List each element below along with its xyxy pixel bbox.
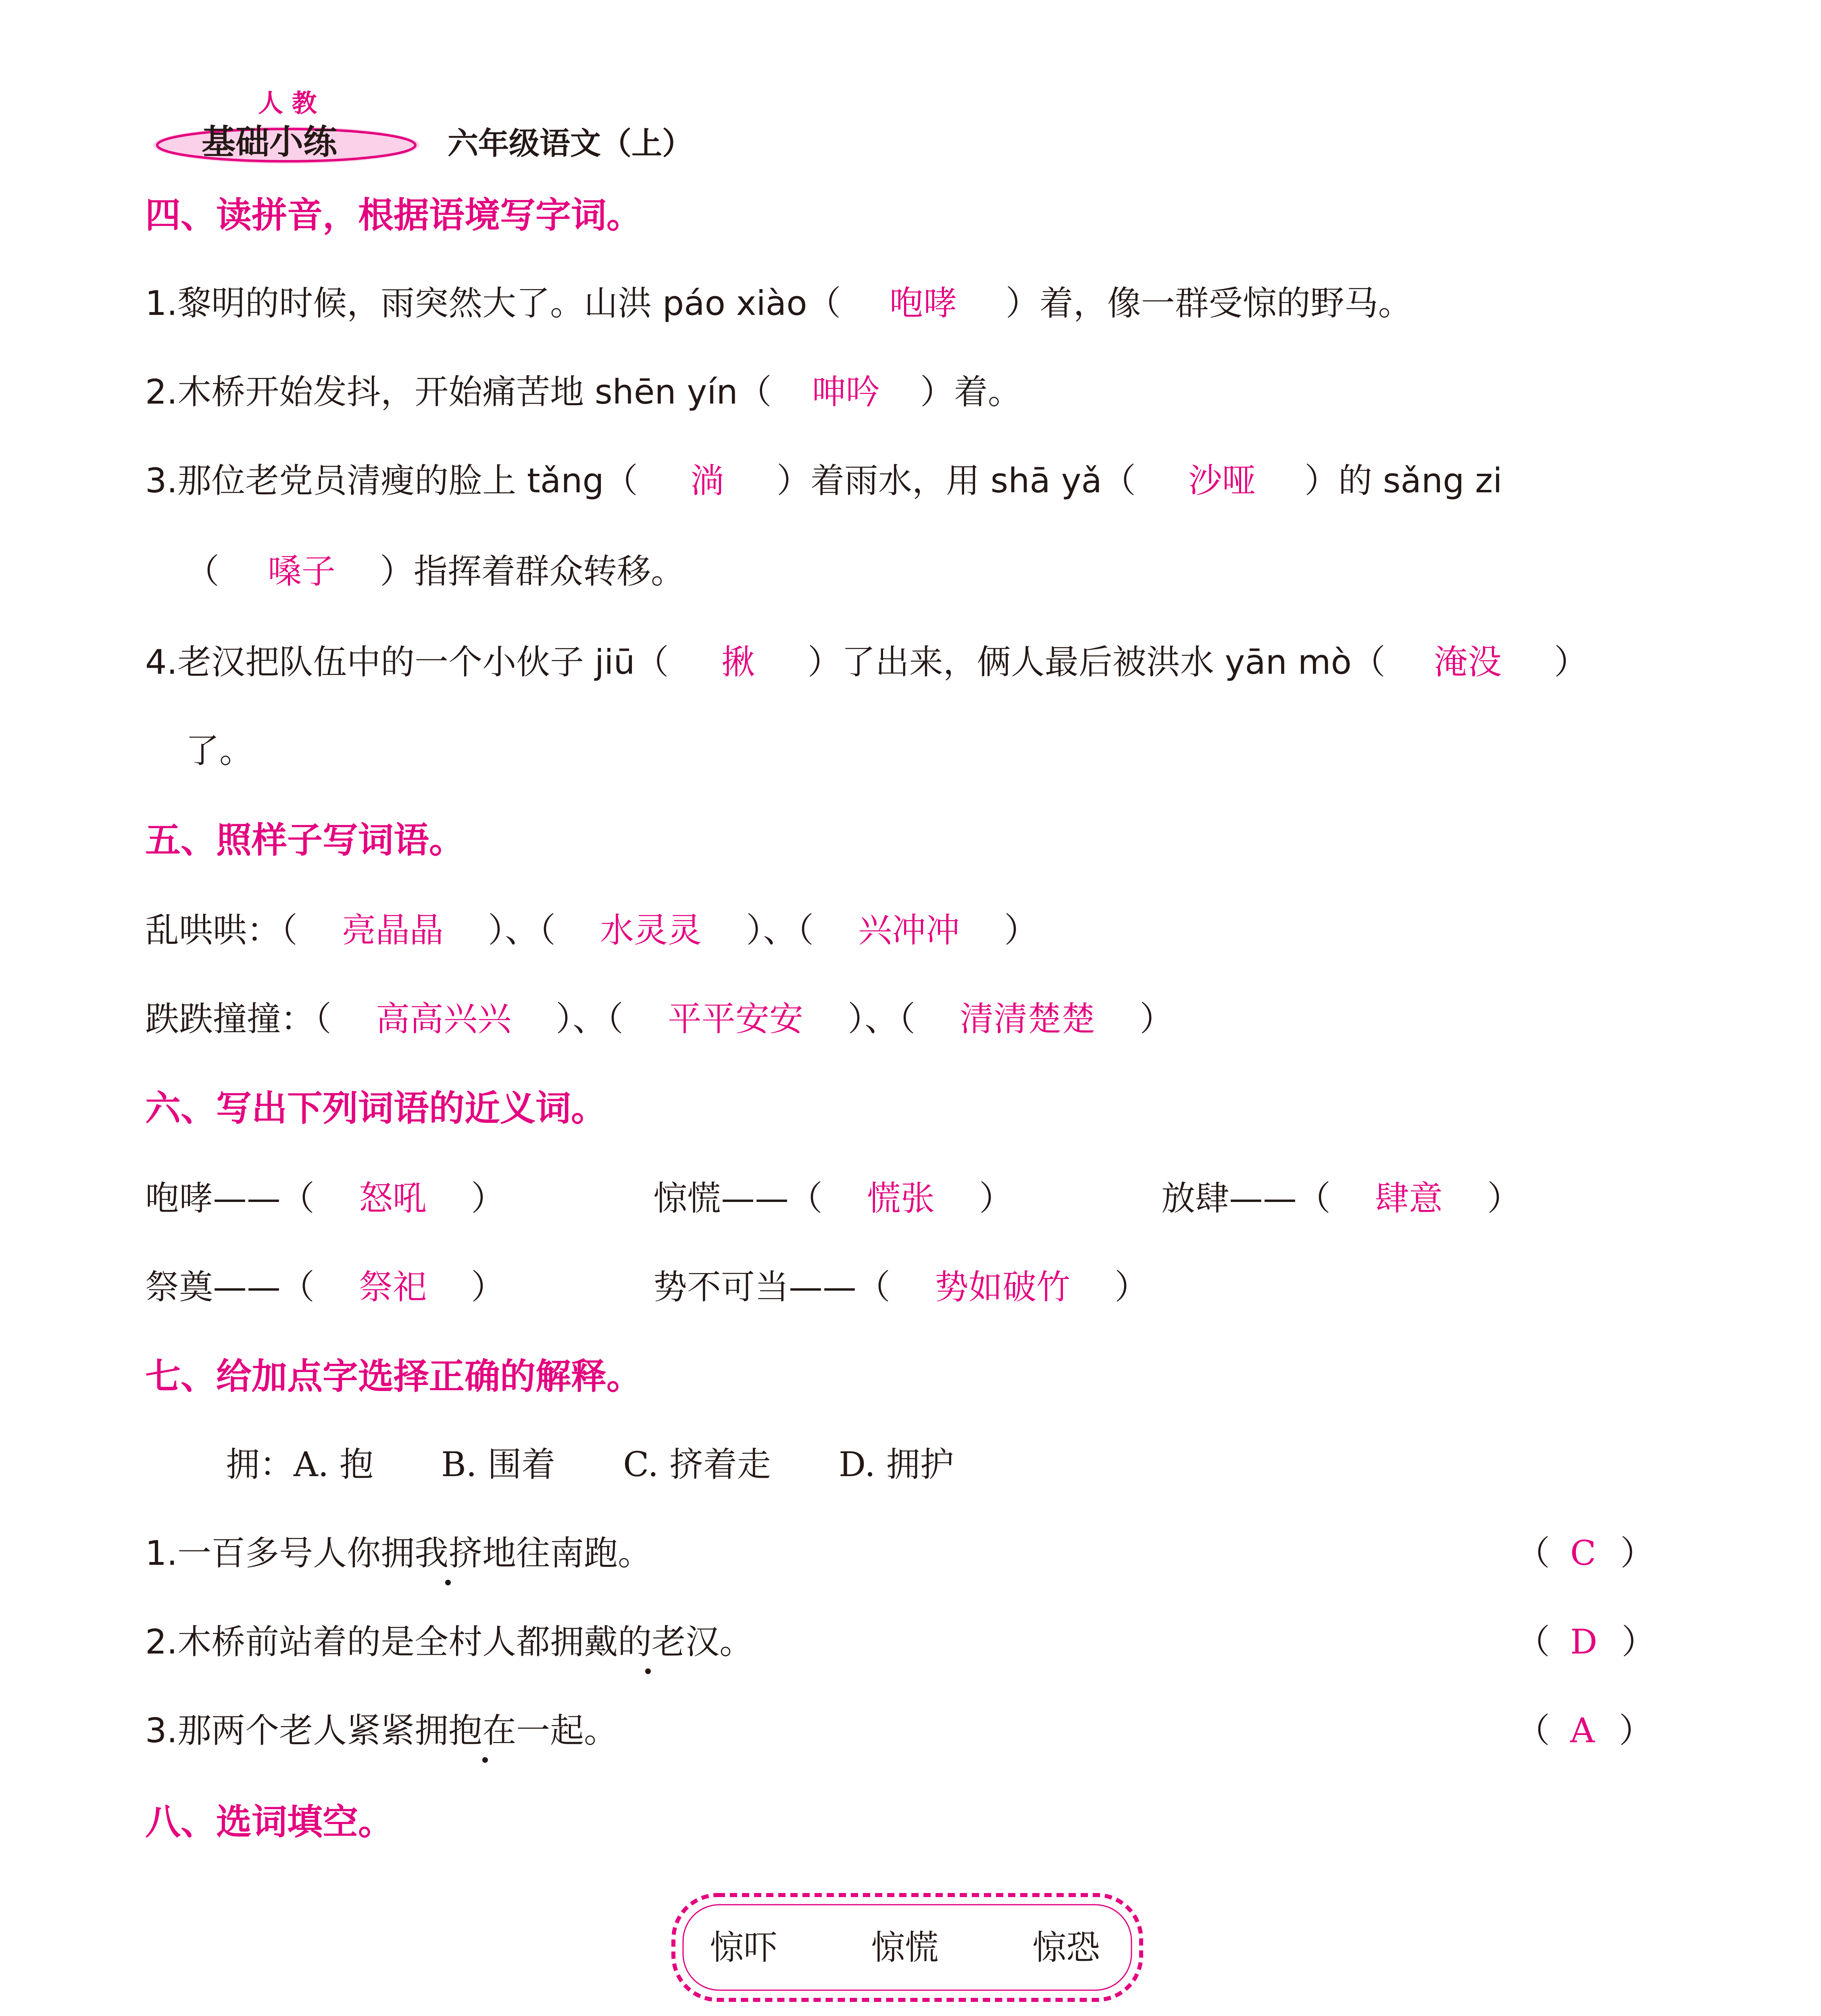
series-title: 基础小练 (202, 122, 338, 162)
emphasis-dot (645, 1668, 651, 1674)
answer: 慌张 (867, 1179, 935, 1218)
word: 惊慌——（ (653, 1179, 823, 1218)
s6-item-1 (145, 1179, 505, 1218)
question-text: ）指挥着群众转移。 (380, 552, 685, 591)
open-paren: （ (1516, 1533, 1550, 1573)
s7-answer-2 (1516, 1622, 1656, 1662)
answer: 揪 (721, 642, 755, 682)
s4-q1 (145, 283, 1412, 323)
s7-item-1 (145, 1533, 652, 1573)
example-word: 跌跌撞撞：（ (145, 999, 332, 1039)
section6-title: 六、写出下列词语的近义词。 (145, 1087, 607, 1129)
separator: ）、（ (746, 910, 814, 950)
answer: 亮晶晶 (342, 910, 444, 950)
example-word: 乱哄哄：（ (145, 910, 298, 950)
s4-q3-line1 (145, 461, 1502, 500)
separator: ）、（ (488, 910, 556, 950)
close-paren: ） (1487, 1179, 1521, 1218)
section5-title: 五、照样子写词语。 (145, 819, 465, 861)
question-text: 老汉把队伍中的一个小伙子 jiū（ (177, 642, 669, 682)
answer: 淌 (690, 461, 724, 500)
close-paren: ） (1620, 1533, 1654, 1573)
answer: 咆哮 (889, 283, 957, 323)
answer: 高高兴兴 (376, 999, 512, 1039)
s4-q4-line2: 了。 (185, 731, 254, 771)
answer: 水灵灵 (600, 910, 702, 950)
answer: 势如破竹 (935, 1267, 1071, 1307)
answer: C (1570, 1533, 1596, 1573)
s7-item-2 (145, 1622, 754, 1662)
s5-row1 (145, 910, 1038, 950)
open-paren: （ (1516, 1622, 1550, 1662)
word: 势不可当——（ (653, 1267, 891, 1307)
answer: 清清楚楚 (960, 999, 1096, 1039)
s7-answer-1 (1516, 1533, 1654, 1573)
s5-row2 (145, 999, 1174, 1039)
question-number: 2. (145, 1622, 178, 1662)
question-text: （ (185, 552, 220, 591)
word-option-3: 惊恐 (1032, 1928, 1100, 1967)
s6-item-4 (145, 1267, 505, 1307)
question-text: 木桥开始发抖，开始痛苦地 shēn yín（ (177, 372, 772, 412)
emphasis-dot (445, 1580, 451, 1585)
s7-answer-3 (1516, 1711, 1653, 1750)
question-text: 那两个老人紧紧拥抱在一起。 (177, 1711, 618, 1750)
question-number: 3. (145, 1711, 178, 1750)
word: 咆哮——（ (145, 1179, 315, 1218)
answer: 平平安安 (668, 999, 804, 1039)
open-paren: （ (1516, 1711, 1550, 1750)
separator: ）、（ (556, 999, 624, 1039)
close-paren: ） (1621, 1622, 1656, 1662)
close-paren: ） (1140, 999, 1174, 1039)
answer: 淹没 (1433, 642, 1502, 682)
s4-q4-line1 (145, 642, 1588, 682)
question-number: 3. (145, 461, 178, 500)
s4-q3-line2 (185, 552, 685, 591)
question-text: ） (1554, 642, 1588, 682)
question-text: ）了出来，俩人最后被洪水 yān mò（ (807, 642, 1386, 682)
s4-q2 (145, 372, 1022, 412)
options-line: 拥：A. 抱 B. 围着 C. 挤着走 D. 拥护 (226, 1445, 954, 1484)
s6-item-3 (1161, 1179, 1521, 1218)
section7-title: 七、给加点字选择正确的解释。 (145, 1356, 642, 1397)
answer: D (1570, 1622, 1598, 1662)
word-box (665, 1887, 1149, 2008)
close-paren: ） (471, 1267, 505, 1307)
word: 祭奠——（ (145, 1267, 315, 1307)
emphasis-dot (482, 1757, 488, 1763)
question-text: 木桥前站着的是全村人都拥戴的老汉。 (177, 1622, 754, 1662)
answer: 沙哑 (1188, 461, 1256, 500)
question-number: 1. (145, 283, 178, 323)
close-paren: ） (471, 1179, 505, 1218)
answer: 怒吼 (359, 1179, 427, 1218)
close-paren: ） (1004, 910, 1038, 950)
close-paren: ） (1619, 1711, 1653, 1750)
section8-title: 八、选词填空。 (145, 1801, 394, 1843)
answer: A (1570, 1711, 1595, 1750)
question-number: 4. (145, 642, 178, 682)
question-number: 2. (145, 372, 178, 412)
question-number: 1. (145, 1533, 178, 1573)
answer: 肆意 (1375, 1179, 1443, 1218)
question-text: ）的 sǎng zi (1304, 461, 1502, 500)
answer: 呻吟 (812, 372, 880, 412)
word: 放肆——（ (1161, 1179, 1331, 1218)
answer: 兴冲冲 (858, 910, 960, 950)
question-text: ）着雨水，用 shā yǎ（ (776, 461, 1136, 500)
close-paren: ） (979, 1179, 1013, 1218)
word-option-1: 惊吓 (710, 1928, 778, 1967)
section4-title: 四、读拼音，根据语境写字词。 (145, 194, 642, 236)
question-text: 那位老党员清瘦的脸上 tǎng（ (177, 461, 638, 500)
s6-item-5 (653, 1267, 1149, 1307)
separator: ）、（ (848, 999, 916, 1039)
s7-item-3 (145, 1711, 618, 1750)
word-option-2: 惊慌 (871, 1928, 939, 1967)
publisher-label: 人 教 (258, 88, 317, 118)
close-paren: ） (1115, 1267, 1149, 1307)
grade-subject: 六年级语文（上） (448, 125, 693, 161)
question-text: ）着。 (920, 372, 1022, 412)
question-text: ）着，像一群受惊的野马。 (1005, 283, 1412, 323)
s6-item-2 (653, 1179, 1013, 1218)
answer: 嗓子 (268, 552, 336, 591)
answer: 祭祀 (359, 1267, 427, 1307)
question-text: 一百多号人你拥我挤地往南跑。 (177, 1533, 652, 1573)
question-text: 黎明的时候，雨突然大了。山洪 páo xiào（ (177, 283, 841, 323)
